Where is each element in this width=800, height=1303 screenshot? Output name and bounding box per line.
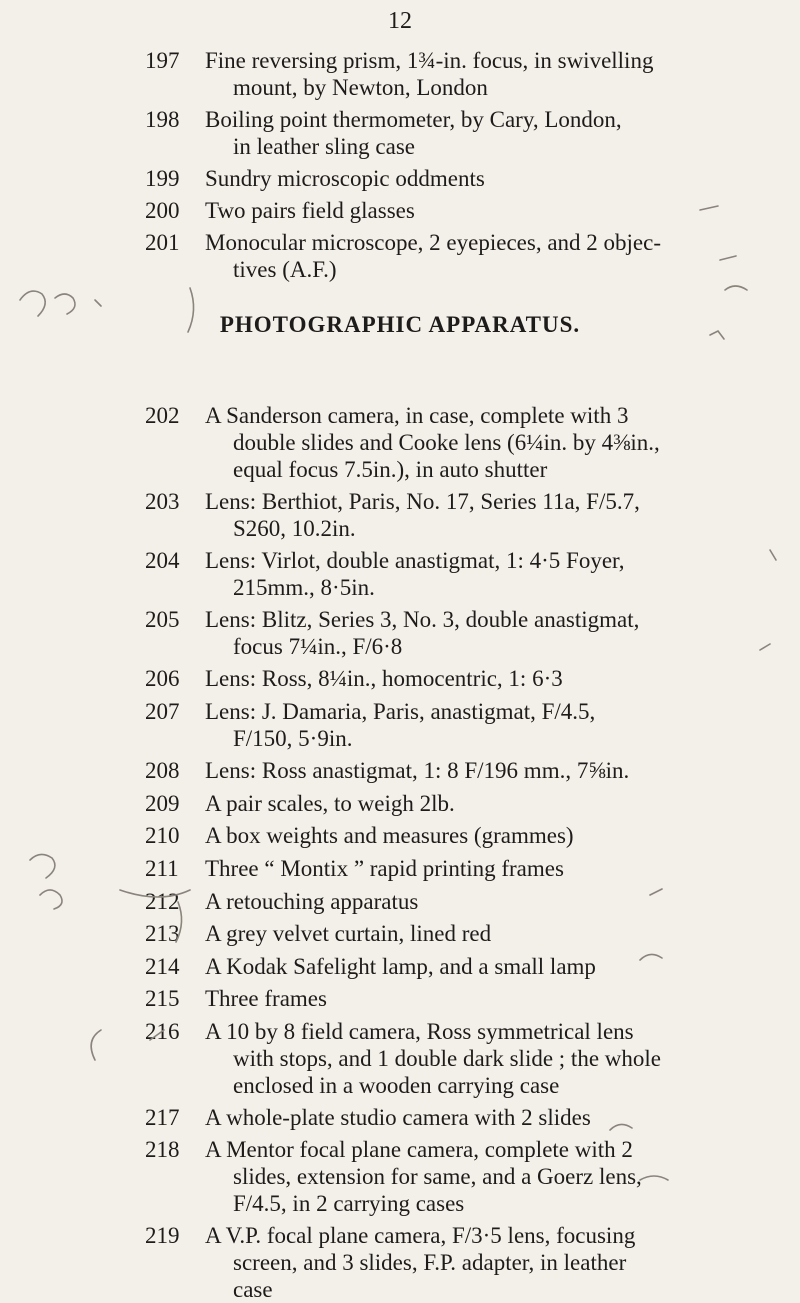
lot-description-line: screen, and 3 slides, F.P. adapter, in leather: [233, 1250, 627, 1276]
lot-description-line: Lens: Ross anastigmat, 1: 8 F/196 mm., 7⅝in.: [205, 758, 630, 784]
lot-description-line: A 10 by 8 field camera, Ross symmetrical lens: [205, 1019, 634, 1044]
lot-number: 218: [145, 1137, 180, 1163]
lot-number: 214: [145, 953, 180, 979]
lot-description-line: Lens: Virlot, double anastigmat, 1: 4·5 Foyer,: [205, 548, 625, 573]
page-number: 12: [388, 8, 412, 34]
lot-description-line: A retouching apparatus: [205, 888, 419, 914]
lot-number: 198: [145, 107, 180, 132]
lot-description-line: Fine reversing prism, 1¾-in. focus, in swivelling: [205, 48, 654, 73]
lot-description-line: mount, by Newton, London: [233, 75, 488, 100]
lot-number: 206: [145, 666, 180, 692]
lot-number: 208: [145, 758, 180, 784]
lot-description-line: Lens: Ross, 8¼in., homocentric, 1: 6·3: [205, 666, 563, 692]
lot-number: 204: [145, 548, 180, 573]
lot-number: 215: [145, 986, 180, 1012]
lot-description-line: in leather sling case: [233, 134, 416, 159]
lot-description-line: F/4.5, in 2 carrying cases: [233, 1191, 465, 1217]
lot-description-line: Two pairs field glasses: [205, 198, 415, 223]
lot-number: 205: [145, 607, 180, 633]
lot-description-line: enclosed in a wooden carrying case: [233, 1073, 560, 1098]
lot-description-line: Lens: Berthiot, Paris, No. 17, Series 11a, F/5.7,: [205, 488, 640, 514]
lot-description-line: S260, 10.2in.: [233, 515, 356, 541]
lot-number: 202: [145, 403, 180, 428]
lot-description-line: Lens: Blitz, Series 3, No. 3, double anastigmat,: [205, 607, 640, 633]
lot-number: 212: [145, 888, 180, 914]
lot-description-line: A Kodak Safelight lamp, and a small lamp: [205, 953, 596, 979]
lot-description-line: A Mentor focal plane camera, complete with 2: [205, 1137, 633, 1163]
lot-number: 200: [145, 198, 180, 223]
lot-description-line: A grey velvet curtain, lined red: [205, 921, 492, 947]
section-heading: PHOTOGRAPHIC APPARATUS.: [219, 312, 581, 337]
lot-number: 201: [145, 230, 180, 255]
lot-description-line: A box weights and measures (grammes): [205, 823, 574, 849]
lot-number: 210: [145, 823, 180, 849]
lot-description-line: A V.P. focal plane camera, F/3·5 lens, focusing: [205, 1223, 636, 1249]
lot-number: 211: [145, 856, 179, 881]
lot-number: 207: [145, 699, 180, 724]
lot-description-line: Lens: J. Damaria, Paris, anastigmat, F/4.5,: [205, 699, 596, 724]
lot-number: 216: [145, 1019, 180, 1044]
lot-description-line: focus 7¼in., F/6·8: [233, 634, 403, 660]
lot-description-line: Boiling point thermometer, by Cary, London,: [205, 107, 622, 132]
lot-number: 199: [145, 166, 180, 191]
lot-description-line: case: [233, 1277, 273, 1303]
lot-description-line: tives (A.F.): [233, 257, 337, 282]
lot-description-line: Three “ Montix ” rapid printing frames: [205, 856, 564, 881]
lot-number: 217: [145, 1104, 180, 1130]
lot-description-line: equal focus 7.5in.), in auto shutter: [233, 457, 548, 482]
lot-number: 219: [145, 1223, 180, 1249]
lot-number: 197: [145, 48, 180, 73]
lot-number: 203: [145, 488, 180, 514]
lot-description-line: 215mm., 8·5in.: [233, 575, 375, 600]
lot-description-line: Three frames: [205, 986, 327, 1012]
lot-description-line: with stops, and 1 double dark slide ; the whole: [233, 1046, 661, 1071]
lot-description-line: Monocular microscope, 2 eyepieces, and 2 objec-: [205, 230, 661, 255]
lot-description-line: A whole-plate studio camera with 2 slides: [205, 1104, 591, 1130]
lot-number: 213: [145, 921, 180, 947]
lot-description-line: F/150, 5·9in.: [233, 726, 353, 751]
lot-description-line: A Sanderson camera, in case, complete with 3: [205, 403, 629, 428]
lot-description-line: double slides and Cooke lens (6¼in. by 4⅜in.,: [233, 430, 660, 455]
lot-description-line: Sundry microscopic oddments: [205, 166, 485, 191]
lot-description-line: A pair scales, to weigh 2lb.: [205, 790, 455, 816]
lot-description-line: slides, extension for same, and a Goerz lens,: [233, 1164, 642, 1190]
lot-number: 209: [145, 790, 180, 816]
